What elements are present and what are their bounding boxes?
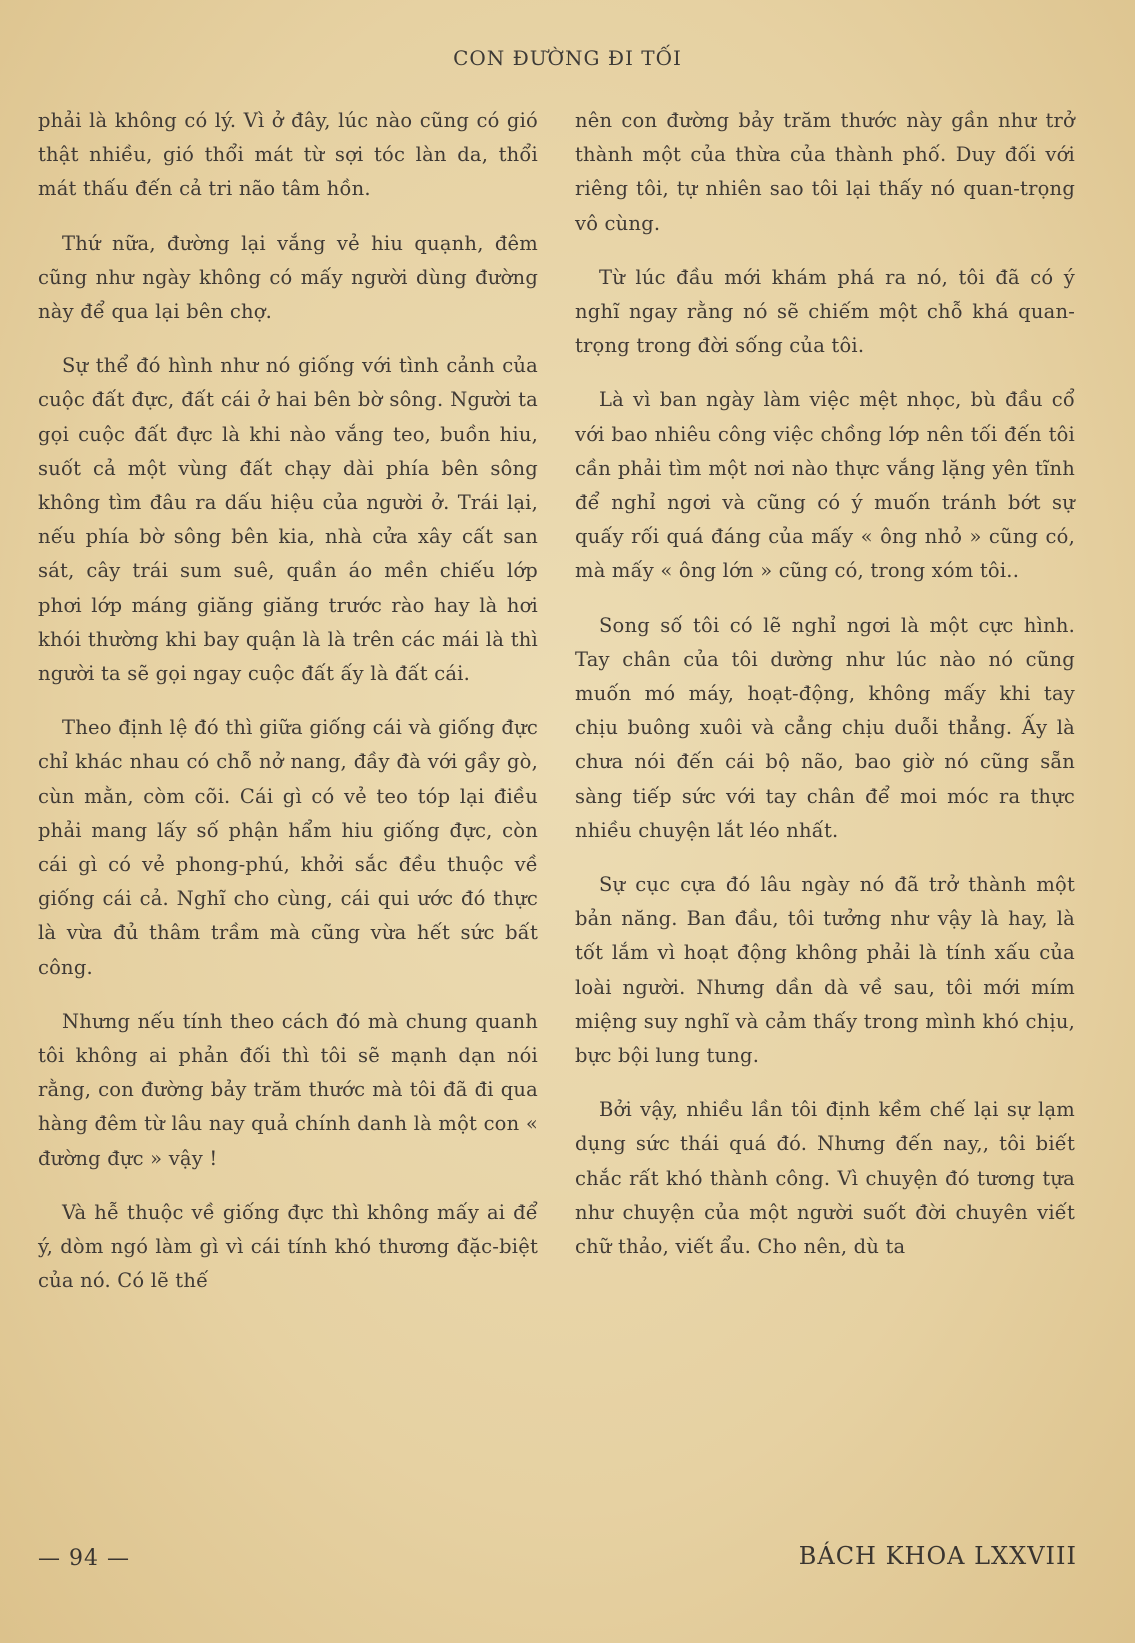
paragraph: Sự thể đó hình như nó giống với tình cảnh của cuộc đất đực, đất cái ở hai bên bờ sông. Người ta gọi cuộc đất đực là khi nào vắng teo, buồn hiu, suốt cả một vùng đất chạy dài phía bên sông không tìm đâu ra dấu hiệu của người ở. Trái lại, nếu phía bờ sông bên kia, nhà cửa xây cất san sát, cây trái sum suê, quần áo mền chiếu lớp phơi lớp máng giăng giăng trước rào hay là hơi khói thường khi bay quận là là trên các mái là thì người ta sẽ gọi ngay cuộc đất ấy là đất cái.: [38, 354, 538, 686]
paragraph: nên con đường bảy trăm thước này gần như trở thành một của thừa của thành phố. Duy đối với riêng tôi, tự nhiên sao tôi lại thấy nó quan-trọng vô cùng.: [575, 109, 1075, 235]
page-number: — 94 —: [38, 1546, 130, 1571]
running-header-title: CON ĐƯỜNG ĐI TỐI: [453, 46, 682, 70]
paragraph: Nhưng nếu tính theo cách đó mà chung quanh tôi không ai phản đối thì tôi sẽ mạnh dạn nói rằng, con đường bảy trăm thước mà tôi đã đi qua hàng đêm từ lâu nay quả chính danh là một con « đường đực » vậy !: [38, 1009, 538, 1170]
paragraph: Từ lúc đầu mới khám phá ra nó, tôi đã có ý nghĩ ngay rằng nó sẽ chiếm một chỗ khá quan-trọng trong đời sống của tôi.: [575, 265, 1075, 358]
paragraph: Thứ nữa, đường lại vắng vẻ hiu quạnh, đêm cũng như ngày không có mấy người dùng đường này để qua lại bên chợ.: [38, 231, 538, 324]
paragraph: phải là không có lý. Vì ở đây, lúc nào cũng có gió thật nhiều, gió thổi mát từ sợi tóc làn da, thổi mát thấu đến cả tri não tâm hồn.: [38, 109, 538, 201]
right-text-column: [575, 104, 1075, 1284]
paragraph: Theo định lệ đó thì giữa giống cái và giống đực chỉ khác nhau có chỗ nở nang, đầy đà với gầy gò, cùn mằn, còm cõi. Cái gì có vẻ teo tóp lại điều phải mang lấy số phận hẩm hiu giống đực, còn cái gì có vẻ phong-phú, khởi sắc đều thuộc về giống cái cả. Nghĩ cho cùng, cái qui ước đó thực là vừa đủ thâm trầm mà cũng vừa hết sức bất công.: [38, 716, 538, 979]
paragraph: Là vì ban ngày làm việc mệt nhọc, bù đầu cổ với bao nhiêu công việc chồng lớp nên tối đến tôi cần phải tìm một nơi nào thực vắng lặng yên tĩnh để nghỉ ngơi và cũng có ý muốn tránh bớt sự quấy rối quá đáng của mấy « ông nhỏ » cũng có, mà mấy « ông lớn » cũng có, trong xóm tôi..: [575, 388, 1075, 583]
publication-footer: BÁCH KHOA LXXVIII: [798, 1542, 1077, 1570]
paragraph: Song số tôi có lẽ nghỉ ngơi là một cực hình. Tay chân của tôi dường như lúc nào nó cũng muốn mó máy, hoạt-động, không mấy khi tay chịu buông xuôi và cẳng chịu duỗi thẳng. Ấy là chưa nói đến cái bộ não, bao giờ nó cũng sẵn sàng tiếp sức với tay chân để moi móc ra thực nhiều chuyện lắt léo nhất.: [575, 613, 1075, 842]
paragraph: Sự cục cựa đó lâu ngày nó đã trở thành một bản năng. Ban đầu, tôi tưởng như vậy là hay, là tốt lắm vì hoạt động không phải là tính xấu của loài người. Nhưng dần dà về sau, tôi mới mím miệng suy nghĩ và cảm thấy trong mình khó chịu, bực bội lung tung.: [575, 873, 1075, 1068]
left-text-column: [38, 104, 538, 1319]
paragraph: Bởi vậy, nhiều lần tôi định kềm chế lại sự lạm dụng sức thái quá đó. Nhưng đến nay,, tôi biết chắc rất khó thành công. Vì chuyện đó tương tựa như chuyện của một người suốt đời chuyên viết chữ thảo, viết ẩu. Cho nên, dù ta: [575, 1098, 1075, 1259]
paragraph: Và hễ thuộc về giống đực thì không mấy ai để ý, dòm ngó làm gì vì cái tính khó thương đặc-biệt của nó. Có lẽ thế: [38, 1200, 538, 1293]
